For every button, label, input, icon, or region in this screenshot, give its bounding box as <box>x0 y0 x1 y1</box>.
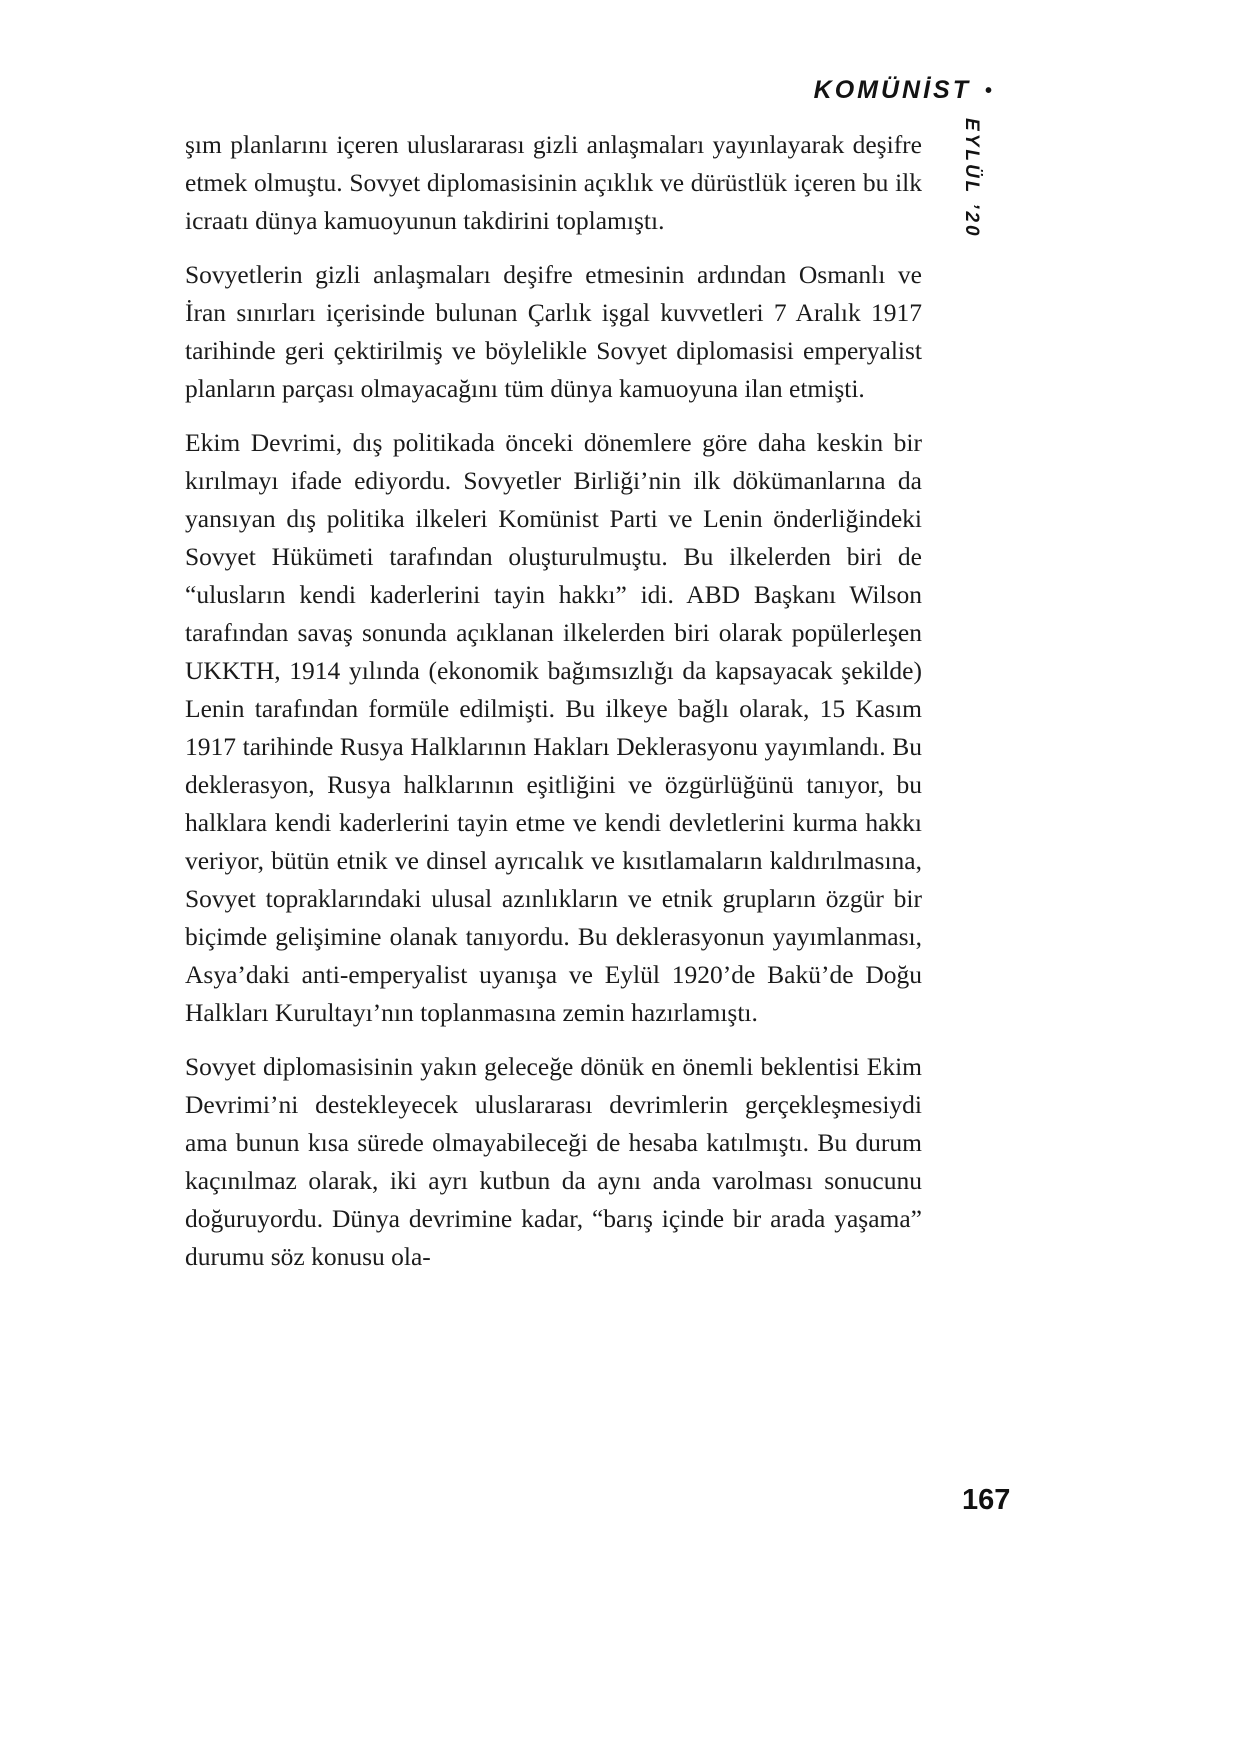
paragraph: şım planlarını içeren uluslararası gizli anlaşmaları yayınlayarak deşifre etmek olmuştu. Sovyet diplomasisinin açıklık ve dürüstlük içeren bu ilk icraatı dünya kamuoyunun takdirini toplamıştı. <box>185 130 922 235</box>
paragraph: Sovyet diplomasisinin yakın geleceğe dönük en önemli beklentisi Ekim Devrimi’ni destekleyecek uluslararası devrimlerin gerçekleşmesiydi ama bunun kısa sürede olmayabileceği de hesaba katılmıştı. Bu durum kaçınılmaz olarak, iki ayrı kutbun da aynı anda varolması sonucunu doğuruyordu. Dünya devrimine kadar, “barış içinde bir arada yaşama” durumu söz konusu ola- <box>185 1052 922 1271</box>
issue-label: EYLÜL ’20 <box>961 118 982 239</box>
paragraph: Sovyetlerin gizli anlaşmaları deşifre etmesinin ardından Osmanlı ve İran sınırları içerisinde bulunan Çarlık işgal kuvvetleri 7 Aralık 1917 tarihinde geri çektirilmiş ve böylelikle Sovyet diplomasisi emperyalist planların parçası olmayacağını tüm dünya kamuoyuna ilan etmişti. <box>185 260 922 403</box>
running-header <box>814 76 992 105</box>
page-number: 167 <box>962 1484 1011 1516</box>
paragraph: Ekim Devrimi, dış politikada önceki dönemlere göre daha keskin bir kırılmayı ifade ediyordu. Sovyetler Birliği’nin ilk dökümanlarına da yansıyan dış politika ilkeleri Komünist Parti ve Lenin önderliğindeki Sovyet Hükümeti tarafından oluşturulmuştu. Bu ilkelerden biri de “ulusların kendi kaderlerini tayin hakkı” idi. ABD Başkanı Wilson tarafından savaş sonunda açıklanan ilkelerden biri olarak popülerleşen UKKTH, 1914 yılında (ekonomik bağımsızlığı da kapsayacak şekilde) Lenin tarafından formüle edilmişti. Bu ilkeye bağlı olarak, 15 Kasım 1917 tarihinde Rusya Halklarının Hakları Deklerasyonu yayımlandı. Bu deklerasyon, Rusya halklarının eşitliğini ve özgürlüğünü tanıyor, bu halklara kendi kaderlerini tayin etme ve kendi devletlerini kurma hakkı veriyor, bütün etnik ve dinsel ayrıcalık ve kısıtlamaların kaldırılmasına, Sovyet topraklarındaki ulusal azınlıkların ve etnik grupların özgür bir biçimde gelişimine olanak tanıyordu. Bu deklerasyonun yayımlanması, Asya’daki anti-emperyalist uyanışa ve Eylül 1920’de Bakü’de Doğu Halkları Kurultayı’nın toplanmasına zemin hazırlamıştı. <box>185 428 922 1027</box>
journal-title: KOMÜNİST <box>813 76 971 104</box>
header-bullet-icon: • <box>984 80 992 102</box>
body-text <box>185 126 922 1276</box>
